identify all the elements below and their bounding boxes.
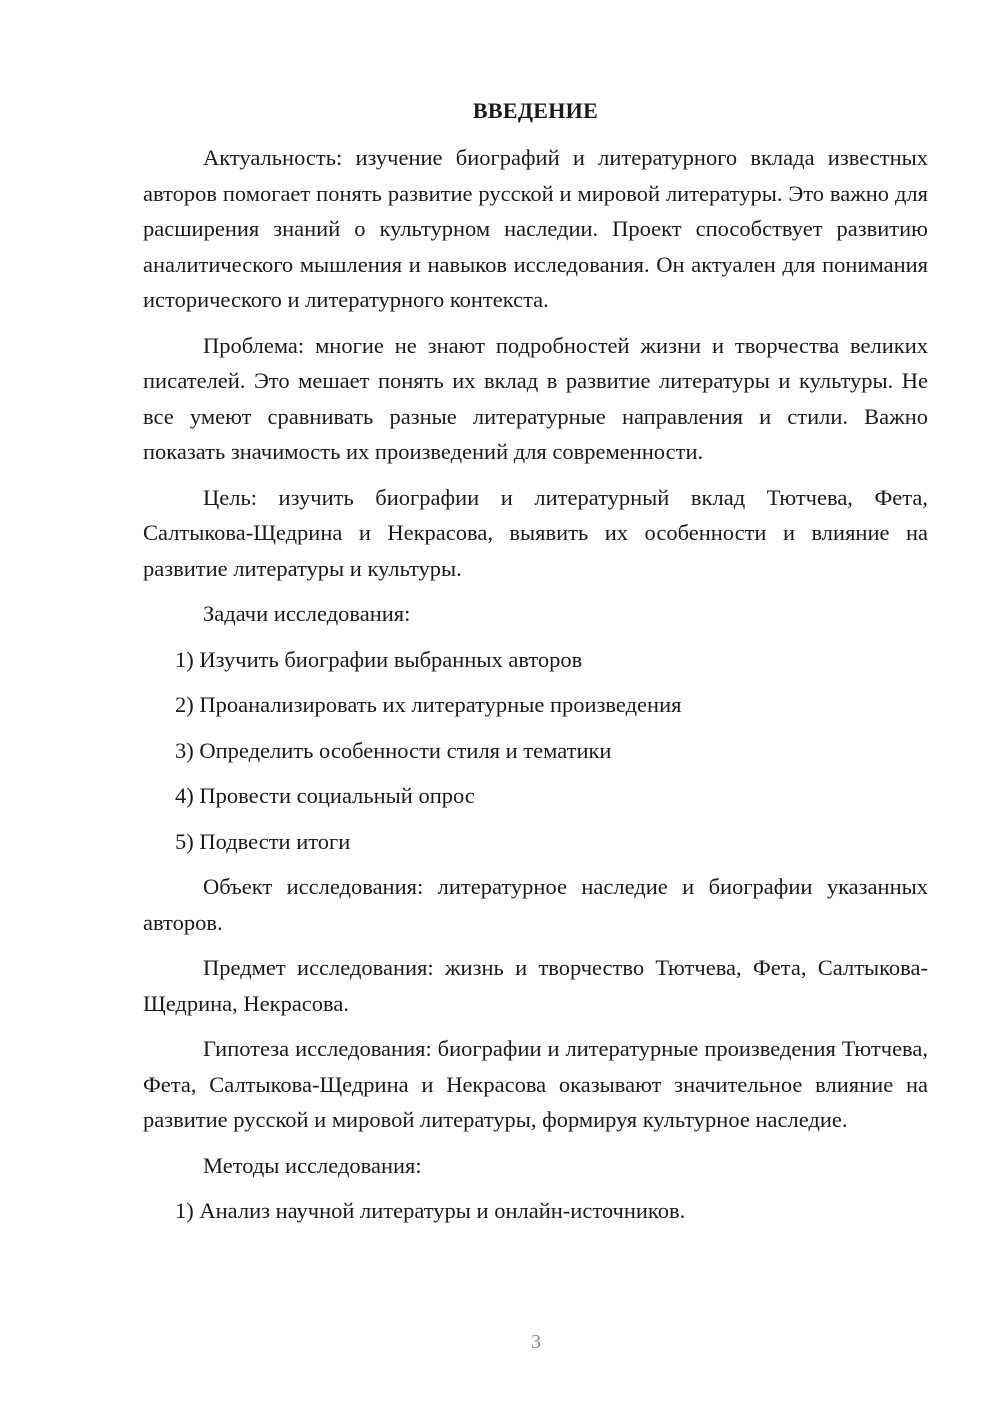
relevance-paragraph: Актуальность: изучение биографий и литературного вклада известных авторов помогает понять развитие русской и мировой литературы. Это важно для расширения знаний о культурном наследии. Проект способствует развитию аналитического мышления и навыков исследования. Он актуален для понимания исторического и литературного контекста. xyxy=(143,145,928,312)
list-item: 1) Анализ научной литературы и онлайн-источников. xyxy=(175,1198,686,1223)
document-title: ВВЕДЕНИЕ xyxy=(472,98,599,123)
subject-paragraph: Предмет исследования: жизнь и творчество Тютчева, Фета, Салтыкова-Щедрина, Некрасова. xyxy=(143,955,928,1016)
list-item: 5) Подвести итоги xyxy=(175,828,351,854)
list-item: 1) Изучить биографии выбранных авторов xyxy=(175,646,583,672)
document-page xyxy=(143,96,928,1239)
hypothesis-paragraph: Гипотеза исследования: биографии и литературные произведения Тютчева, Фета, Салтыкова-Щедрина и Некрасова оказывают значительное влияние на развитие русской и мировой литературы, формируя культурное наследие. xyxy=(143,1036,928,1132)
list-item: 2) Проанализировать их литературные произведения xyxy=(175,692,682,717)
tasks-list xyxy=(143,642,928,860)
tasks-heading: Задачи исследования: xyxy=(203,601,411,626)
problem-paragraph: Проблема: многие не знают подробностей жизни и творчества великих писателей. Это мешает понять их вклад в развитие литературы и культуры. Не все умеют сравнивать разные литературные направления и стили. Важно показать значимость их произведений для современности. xyxy=(143,332,928,464)
methods-heading: Методы исследования: xyxy=(203,1152,422,1178)
page-number: 3 xyxy=(531,1331,541,1353)
list-item: 4) Провести социальный опрос xyxy=(175,783,475,808)
object-paragraph: Объект исследования: литературное наследие и биографии указанных авторов. xyxy=(143,874,928,935)
list-item: 3) Определить особенности стиля и тематики xyxy=(175,737,612,763)
methods-list xyxy=(143,1193,928,1229)
goal-paragraph: Цель: изучить биографии и литературный вклад Тютчева, Фета, Салтыкова-Щедрина и Некрасова, выявить их особенности и влияние на развитие литературы и культуры. xyxy=(143,484,928,581)
